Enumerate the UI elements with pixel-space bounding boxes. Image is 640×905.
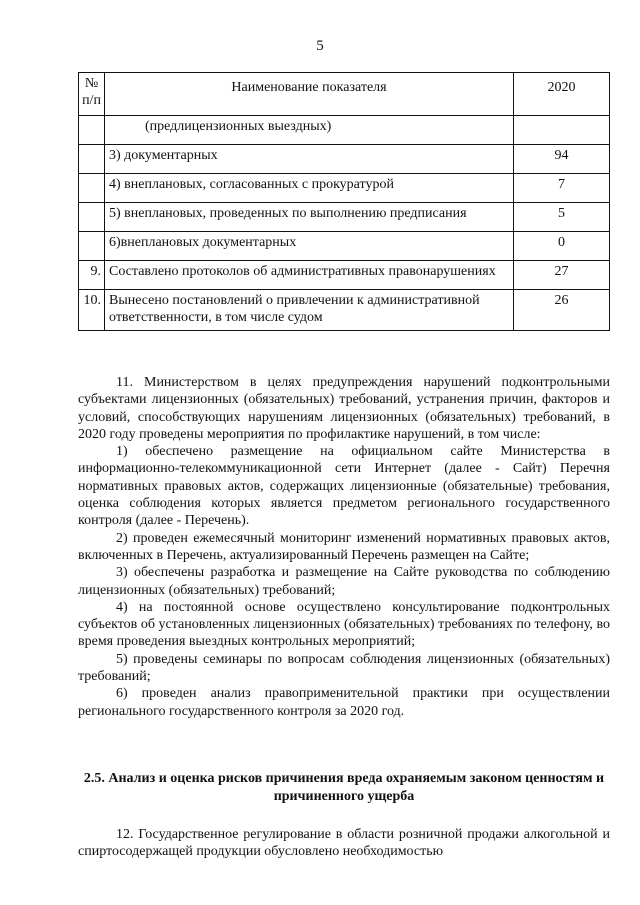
- table-header-row: [79, 73, 610, 116]
- header-number: № п/п: [79, 73, 105, 116]
- list-item-6: 6) проведен анализ правоприменительной практики при осуществлении регионального государственного контроля за 2020 год.: [78, 686, 610, 719]
- indicator-text: 4) внеплановых, согласованных с прокуратурой: [109, 177, 394, 192]
- measures-section: [78, 374, 610, 720]
- row-indicator-name: [105, 290, 514, 331]
- table-row: [79, 290, 610, 331]
- paragraph-11: 11. Министерством в целях предупреждения нарушений подконтрольными субъектами лицензионных (обязательных) требований, устранения причин, факторов и условий, способствующих нарушениям лицензионных (обязательных) требований, в 2020 году проведены мероприятия по профилактике нарушений, в том числе:: [78, 375, 610, 442]
- row-indicator-name: [105, 145, 514, 174]
- list-item-3: 3) обеспечены разработка и размещение на Сайте руководства по соблюдению лицензионных (обязательных) требований;: [78, 565, 610, 598]
- header-indicator-name: Наименование показателя: [105, 73, 514, 116]
- list-item-2: 2) проведен ежемесячный мониторинг изменений нормативных правовых актов, включенных в Перечень, актуализированный Перечень размещен на Сайте;: [78, 530, 610, 563]
- header-year: 2020: [514, 73, 610, 116]
- row-number: [79, 145, 105, 174]
- indicator-text: 6)внеплановых документарных: [109, 235, 297, 250]
- table-body: [79, 116, 610, 331]
- table-row: [79, 145, 610, 174]
- section-heading: 2.5. Анализ и оценка рисков причинения вреда охраняемым законом ценностям и причиненного ущерба: [83, 771, 605, 804]
- table-row: [79, 261, 610, 290]
- page-number: 5: [316, 38, 324, 54]
- indicator-text: 3) документарных: [109, 148, 218, 163]
- row-indicator-name: [105, 232, 514, 261]
- row-value: 7: [514, 174, 610, 203]
- row-indicator-name: [105, 174, 514, 203]
- paragraph-12: 12. Государственное регулирование в области розничной продажи алкогольной и спиртосодержащей продукции обусловлено необходимостью: [78, 827, 610, 860]
- row-value: 5: [514, 203, 610, 232]
- row-number: [79, 116, 105, 145]
- indicator-text: Вынесено постановлений о привлечении к административной ответственности, в том числе судом: [109, 293, 480, 325]
- indicators-table: [78, 72, 610, 331]
- row-indicator-name: [105, 261, 514, 290]
- paragraph-12-block: [78, 826, 610, 861]
- row-indicator-name: [105, 116, 514, 145]
- table-row: [79, 232, 610, 261]
- row-indicator-name: [105, 203, 514, 232]
- row-value: 26: [514, 290, 610, 331]
- list-item-4: 4) на постоянной основе осуществлено консультирование подконтрольных субъектов об установленных лицензионных (обязательных) требованиях по телефону, во время проведения выездных контрольных мероприятий;: [78, 599, 610, 650]
- list-item-1: 1) обеспечено размещение на официальном сайте Министерства в информационно-телекоммуникационной сети Интернет (далее - Сайт) Перечня нормативных правовых актов, содержащих лицензионные (обязательные) требования, оценка соблюдения которых является предметом регионального государственного контроля (далее - Перечень).: [78, 444, 610, 529]
- table-row: [79, 203, 610, 232]
- indicator-text: Составлено протоколов об административных правонарушениях: [109, 264, 496, 279]
- table-row: [79, 174, 610, 203]
- row-value: 27: [514, 261, 610, 290]
- list-item-5: 5) проведены семинары по вопросам соблюдения лицензионных (обязательных) требований;: [78, 651, 610, 685]
- row-number: [79, 174, 105, 203]
- row-value: 0: [514, 232, 610, 261]
- row-value: 94: [514, 145, 610, 174]
- indicator-text: 5) внеплановых, проведенных по выполнению предписания: [109, 206, 467, 221]
- row-number: 9.: [79, 261, 105, 290]
- table-row: [79, 116, 610, 145]
- indicator-text: (предлицензионных выездных): [145, 119, 332, 134]
- row-number: [79, 232, 105, 261]
- row-number: 10.: [79, 290, 105, 331]
- row-number: [79, 203, 105, 232]
- row-value: [514, 116, 610, 145]
